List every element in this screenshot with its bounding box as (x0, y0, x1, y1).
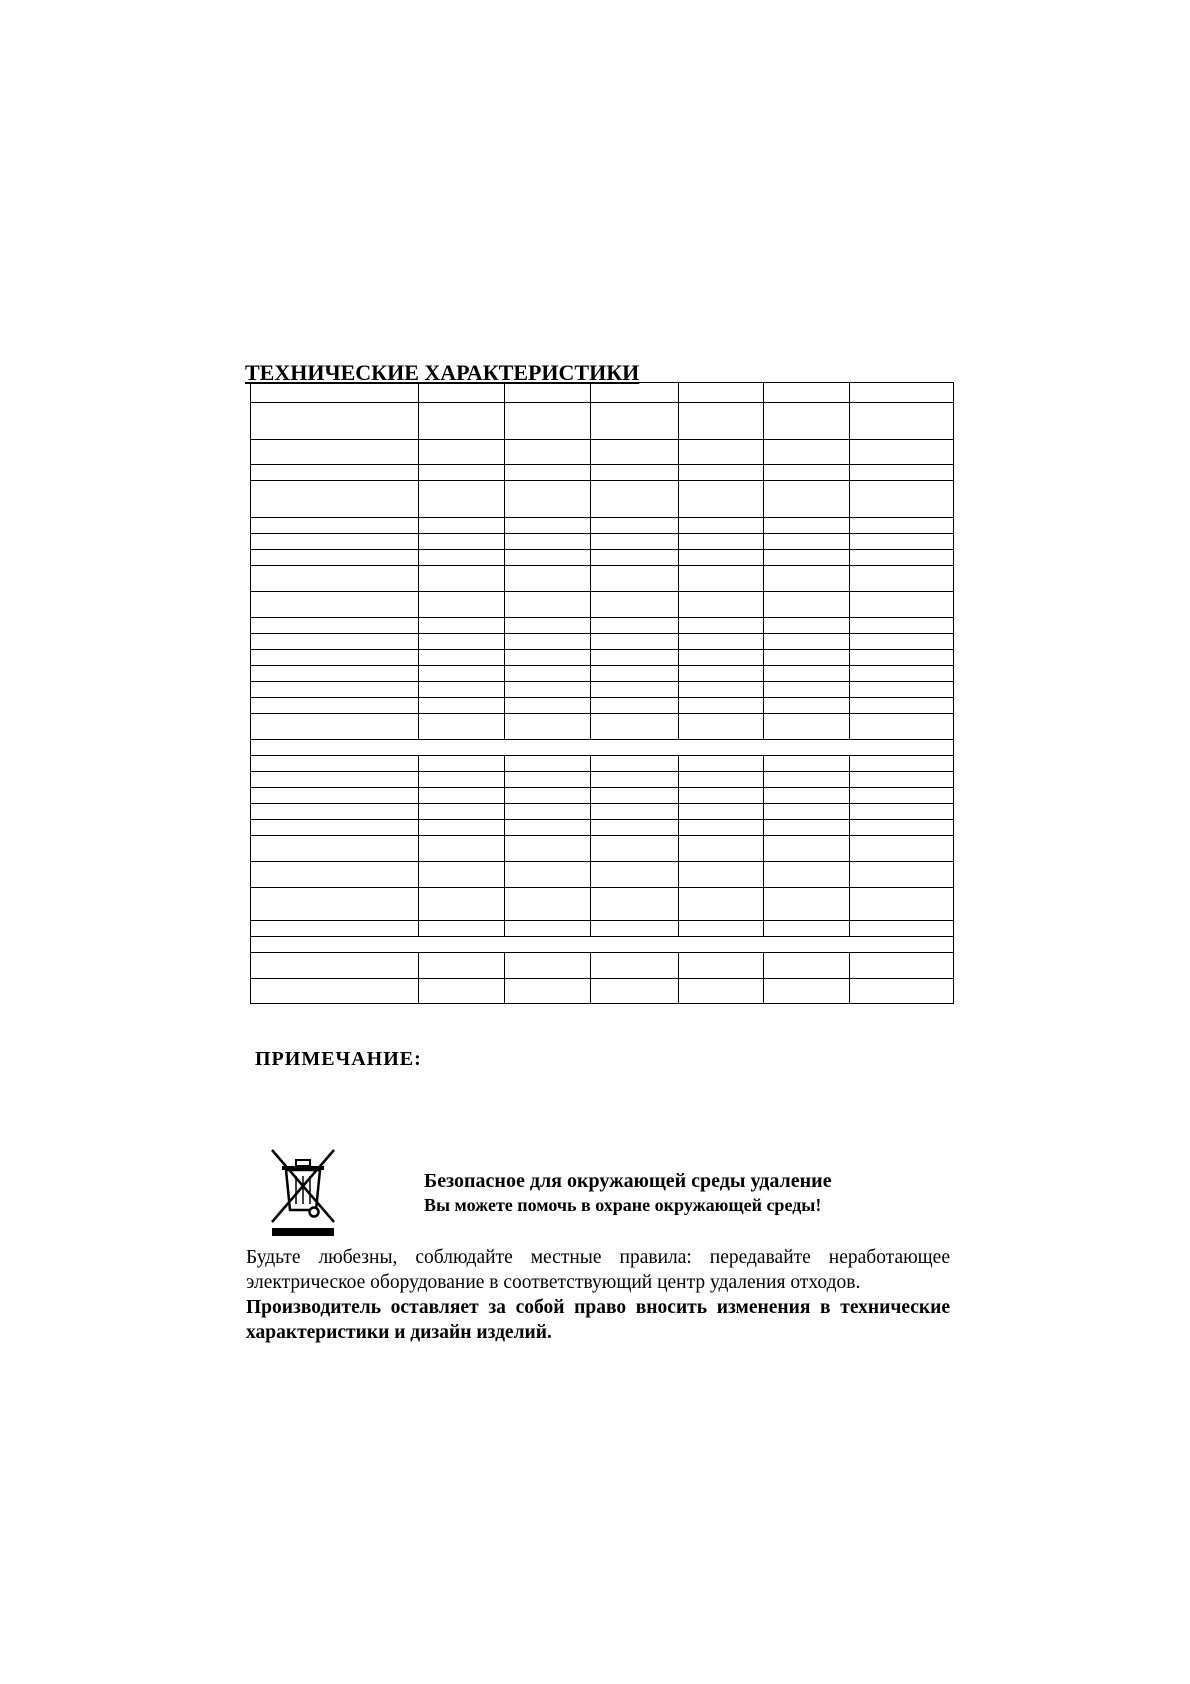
crossed-out-wheelie-bin-icon (268, 1148, 338, 1236)
table-row (251, 979, 953, 1003)
spec-table (250, 382, 954, 1004)
table-cell (679, 714, 764, 739)
table-cell (419, 888, 505, 920)
table-cell (850, 550, 953, 565)
table-cell (419, 714, 505, 739)
table-cell (505, 979, 591, 1003)
table-cell (251, 714, 419, 739)
table-cell (764, 788, 850, 803)
table-cell (251, 440, 419, 464)
manufacturer-disclaimer: Производитель оставляет за собой право вносить изменения в технические характеристики и дизайн изделий. (246, 1297, 950, 1343)
table-cell (679, 403, 764, 439)
table-cell (679, 481, 764, 517)
table-cell (591, 979, 679, 1003)
table-cell (850, 820, 953, 835)
table-cell (251, 772, 419, 787)
table-cell (591, 592, 679, 617)
table-cell (679, 862, 764, 887)
note-heading: ПРИМЕЧАНИЕ: (255, 1048, 422, 1070)
table-cell (764, 618, 850, 633)
table-cell (679, 465, 764, 480)
table-cell (251, 820, 419, 835)
table-cell (764, 953, 850, 978)
table-cell (251, 740, 953, 755)
table-cell (679, 953, 764, 978)
table-cell (251, 403, 419, 439)
table-cell (591, 666, 679, 681)
table-cell (591, 650, 679, 665)
table-row (251, 403, 953, 440)
table-cell (251, 836, 419, 861)
table-cell (764, 682, 850, 697)
table-cell (419, 465, 505, 480)
table-cell (505, 550, 591, 565)
body-text (246, 1245, 950, 1345)
table-cell (591, 788, 679, 803)
table-row (251, 682, 953, 698)
table-cell (850, 714, 953, 739)
table-cell (251, 698, 419, 713)
table-row (251, 566, 953, 592)
table-cell (679, 534, 764, 549)
table-cell (679, 836, 764, 861)
table-cell (850, 440, 953, 464)
table-cell (850, 682, 953, 697)
table-cell (251, 465, 419, 480)
table-cell (251, 666, 419, 681)
table-cell (764, 534, 850, 549)
table-row (251, 650, 953, 666)
table-cell (679, 888, 764, 920)
table-cell (850, 403, 953, 439)
table-cell (591, 682, 679, 697)
table-row (251, 772, 953, 788)
table-cell (850, 566, 953, 591)
table-cell (591, 862, 679, 887)
table-row (251, 862, 953, 888)
table-row (251, 481, 953, 518)
table-cell (679, 788, 764, 803)
table-cell (251, 953, 419, 978)
table-cell (419, 403, 505, 439)
table-cell (591, 383, 679, 402)
table-cell (419, 862, 505, 887)
table-cell (419, 481, 505, 517)
table-row (251, 888, 953, 921)
table-row (251, 634, 953, 650)
table-cell (419, 440, 505, 464)
table-cell (679, 666, 764, 681)
table-cell (850, 650, 953, 665)
table-cell (850, 788, 953, 803)
table-cell (251, 682, 419, 697)
table-cell (764, 518, 850, 533)
table-cell (419, 756, 505, 771)
table-cell (764, 481, 850, 517)
table-cell (764, 820, 850, 835)
table-cell (505, 788, 591, 803)
table-row (251, 836, 953, 862)
table-cell (850, 953, 953, 978)
table-cell (419, 550, 505, 565)
table-row (251, 714, 953, 740)
table-cell (505, 634, 591, 649)
table-cell (505, 618, 591, 633)
table-cell (850, 756, 953, 771)
table-row (251, 953, 953, 979)
table-cell (591, 534, 679, 549)
table-cell (850, 383, 953, 402)
table-cell (591, 836, 679, 861)
table-cell (419, 979, 505, 1003)
table-cell (764, 836, 850, 861)
table-row (251, 592, 953, 618)
table-cell (591, 403, 679, 439)
table-cell (419, 634, 505, 649)
table-cell (679, 383, 764, 402)
table-cell (251, 618, 419, 633)
table-cell (850, 481, 953, 517)
table-cell (505, 566, 591, 591)
table-cell (764, 650, 850, 665)
table-cell (251, 650, 419, 665)
table-cell (764, 772, 850, 787)
table-cell (591, 714, 679, 739)
disposal-title: Безопасное для окружающей среды удаление (424, 1170, 832, 1192)
table-cell (679, 550, 764, 565)
table-cell (764, 714, 850, 739)
table-cell (850, 979, 953, 1003)
table-cell (591, 921, 679, 936)
table-cell (251, 888, 419, 920)
table-cell (764, 888, 850, 920)
table-cell (679, 979, 764, 1003)
table-cell (679, 518, 764, 533)
table-cell (764, 592, 850, 617)
page-title: ТЕХНИЧЕСКИЕ ХАРАКТЕРИСТИКИ (245, 360, 640, 385)
table-cell (505, 481, 591, 517)
table-cell (505, 756, 591, 771)
table-cell (505, 698, 591, 713)
table-cell (419, 820, 505, 835)
table-cell (679, 820, 764, 835)
table-row (251, 698, 953, 714)
table-cell (591, 481, 679, 517)
table-row (251, 756, 953, 772)
table-row (251, 937, 953, 953)
table-cell (850, 634, 953, 649)
table-cell (505, 465, 591, 480)
table-cell (419, 682, 505, 697)
table-cell (764, 634, 850, 649)
table-cell (419, 804, 505, 819)
table-cell (419, 650, 505, 665)
table-cell (591, 634, 679, 649)
table-cell (419, 383, 505, 402)
table-row (251, 550, 953, 566)
table-cell (505, 682, 591, 697)
table-row (251, 740, 953, 756)
table-cell (505, 666, 591, 681)
table-cell (679, 618, 764, 633)
table-cell (251, 921, 419, 936)
table-cell (850, 772, 953, 787)
table-cell (505, 804, 591, 819)
table-cell (419, 666, 505, 681)
table-row (251, 465, 953, 481)
table-cell (764, 921, 850, 936)
table-cell (419, 921, 505, 936)
table-cell (591, 465, 679, 480)
table-cell (764, 756, 850, 771)
table-cell (764, 566, 850, 591)
table-cell (419, 698, 505, 713)
table-cell (591, 618, 679, 633)
table-cell (505, 888, 591, 920)
table-cell (764, 465, 850, 480)
table-cell (679, 650, 764, 665)
table-cell (419, 772, 505, 787)
table-cell (419, 953, 505, 978)
table-cell (419, 518, 505, 533)
table-cell (591, 772, 679, 787)
table-cell (764, 403, 850, 439)
table-cell (251, 756, 419, 771)
table-cell (505, 383, 591, 402)
table-cell (591, 550, 679, 565)
table-cell (850, 836, 953, 861)
table-row (251, 804, 953, 820)
table-cell (591, 888, 679, 920)
table-cell (850, 518, 953, 533)
table-cell (251, 518, 419, 533)
table-cell (764, 550, 850, 565)
table-cell (679, 682, 764, 697)
table-cell (419, 592, 505, 617)
table-cell (505, 921, 591, 936)
table-cell (505, 820, 591, 835)
table-cell (679, 592, 764, 617)
table-cell (591, 440, 679, 464)
table-cell (419, 618, 505, 633)
table-cell (251, 979, 419, 1003)
table-cell (764, 862, 850, 887)
table-cell (850, 618, 953, 633)
table-cell (679, 756, 764, 771)
table-cell (419, 534, 505, 549)
table-row (251, 534, 953, 550)
table-cell (251, 534, 419, 549)
table-cell (419, 836, 505, 861)
table-cell (850, 698, 953, 713)
table-cell (764, 804, 850, 819)
table-row (251, 618, 953, 634)
table-cell (419, 788, 505, 803)
table-row (251, 383, 953, 403)
table-cell (505, 714, 591, 739)
table-row (251, 440, 953, 465)
table-cell (251, 592, 419, 617)
table-cell (505, 440, 591, 464)
table-cell (505, 592, 591, 617)
table-row (251, 666, 953, 682)
table-cell (850, 862, 953, 887)
table-cell (251, 804, 419, 819)
table-cell (251, 383, 419, 402)
table-cell (251, 634, 419, 649)
table-cell (591, 756, 679, 771)
table-cell (679, 921, 764, 936)
table-cell (764, 440, 850, 464)
table-row (251, 518, 953, 534)
table-cell (505, 953, 591, 978)
table-cell (251, 566, 419, 591)
table-cell (764, 666, 850, 681)
table-cell (850, 592, 953, 617)
table-cell (251, 550, 419, 565)
table-cell (764, 698, 850, 713)
table-row (251, 921, 953, 937)
table-cell (679, 804, 764, 819)
table-cell (591, 566, 679, 591)
table-cell (679, 772, 764, 787)
table-cell (505, 862, 591, 887)
table-cell (251, 481, 419, 517)
table-cell (251, 862, 419, 887)
disposal-instructions: Будьте любезны, соблюдайте местные правила: передавайте неработающее электрическое оборудование в соответствующий центр удаления отходов. (246, 1247, 950, 1293)
table-cell (850, 804, 953, 819)
disposal-subtitle: Вы можете помочь в охране окружающей среды! (424, 1195, 822, 1215)
table-cell (764, 979, 850, 1003)
table-cell (679, 440, 764, 464)
table-cell (505, 836, 591, 861)
table-cell (591, 804, 679, 819)
table-cell (679, 698, 764, 713)
table-cell (850, 888, 953, 920)
table-cell (764, 383, 850, 402)
table-cell (850, 921, 953, 936)
table-cell (850, 666, 953, 681)
table-cell (419, 566, 505, 591)
table-cell (505, 534, 591, 549)
table-cell (505, 403, 591, 439)
table-cell (591, 698, 679, 713)
table-cell (505, 772, 591, 787)
table-cell (850, 534, 953, 549)
table-cell (850, 465, 953, 480)
table-cell (591, 953, 679, 978)
table-row (251, 820, 953, 836)
table-cell (251, 788, 419, 803)
table-cell (679, 566, 764, 591)
table-cell (679, 634, 764, 649)
table-row (251, 788, 953, 804)
table-cell (591, 518, 679, 533)
table-cell (591, 820, 679, 835)
table-cell (251, 937, 953, 952)
table-cell (505, 518, 591, 533)
table-cell (505, 650, 591, 665)
